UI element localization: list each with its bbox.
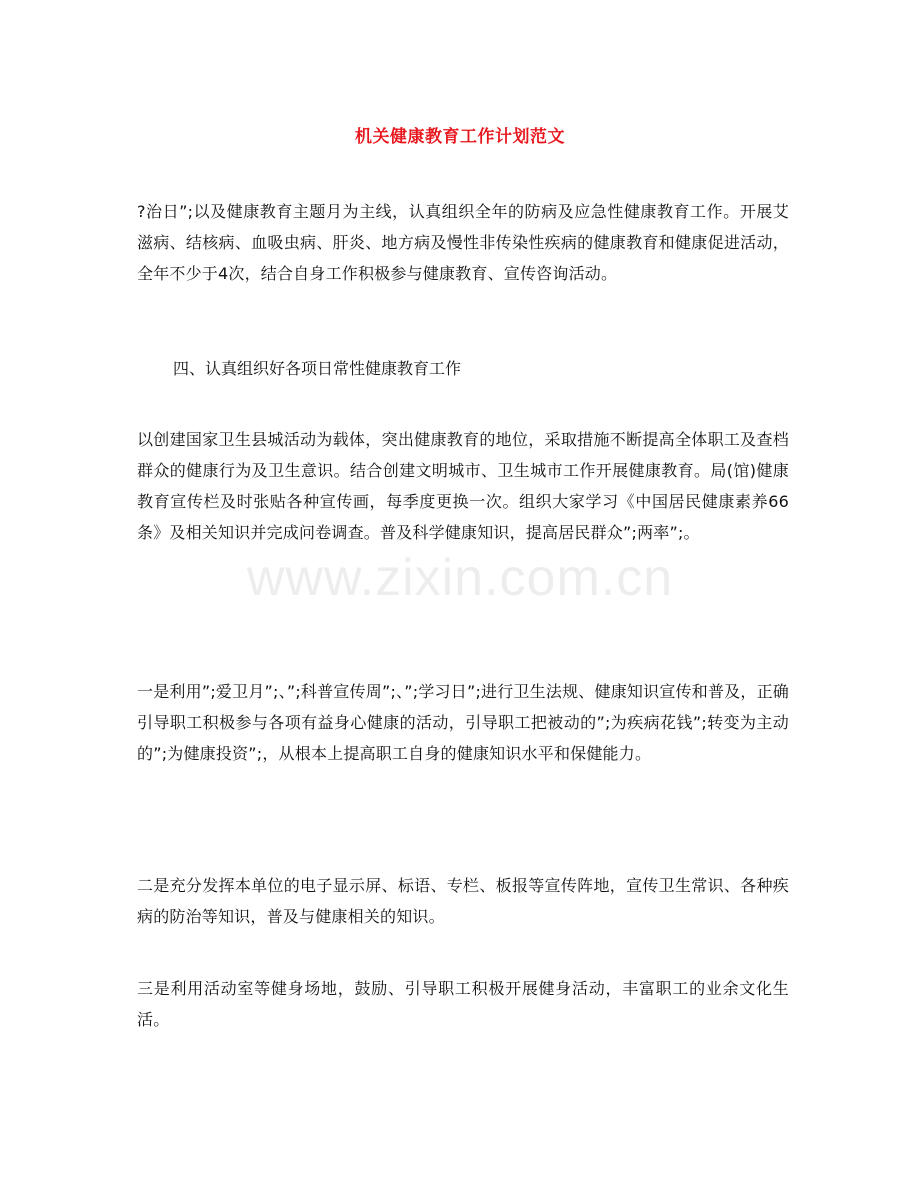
paragraph-4: 二是充分发挥本单位的电子显示屏、标语、专栏、板报等宣传阵地，宣传卫生常识、各种疾病的防治等知识，普及与健康相关的知识。 [137,876,789,926]
section-heading-4: 四、认真组织好各项日常性健康教育工作 [173,359,462,378]
watermark-text: www.zixin.com.cn [246,549,674,607]
paragraph-3: 一是利用”;爱卫月”;、”;科普宣传周”;、”;学习日”;进行卫生法规、健康知识宣传和普及，正确引导职工积极参与各项有益身心健康的活动，引导职工把被动的”;为疾病花钱”;转变为主动的”;为健康投资”;，从根本上提高职工自身的健康知识水平和保健能力。 [137,682,789,763]
paragraph-1: ?治日”;以及健康教育主题月为主线，认真组织全年的防病及应急性健康教育工作。开展艾滋病、结核病、血吸虫病、肝炎、地方病及慢性非传染性疾病的健康教育和健康促进活动，全年不少于4次，结合自身工作积极参与健康教育、宣传咨询活动。 [137,202,789,283]
paragraph-5: 三是利用活动室等健身场地，鼓励、引导职工积极开展健身活动，丰富职工的业余文化生活。 [137,979,789,1029]
paragraph-2: 以创建国家卫生县城活动为载体，突出健康教育的地位，采取措施不断提高全体职工及查档群众的健康行为及卫生意识。结合创建文明城市、卫生城市工作开展健康教育。局(馆)健康教育宣传栏及时张贴各种宣传画，每季度更换一次。组织大家学习《中国居民健康素养66条》及相关知识并完成问卷调查。普及科学健康知识，提高居民群众”;两率”;。 [137,430,789,542]
document-title: 机关健康教育工作计划范文 [355,127,565,147]
